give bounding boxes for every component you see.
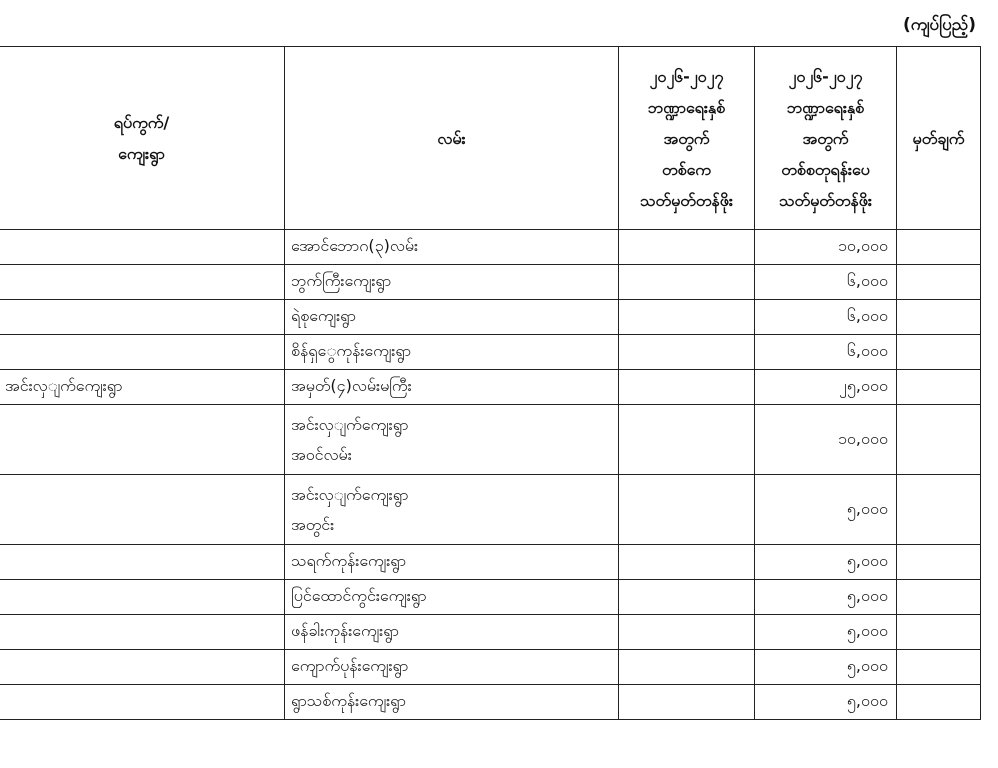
cell-road: အောင်ဘောဂ(၃)လမ်း: [285, 230, 619, 265]
cell-remark: [897, 615, 981, 650]
header-line: သတ်မှတ်တန်ဖိုး: [640, 190, 733, 210]
header-line: အတွက်: [802, 128, 849, 148]
cell-area: [0, 475, 285, 545]
cell-road: ကျောက်ပုန်းကျေးရွာ: [285, 650, 619, 685]
header-line: အတွက်: [663, 128, 710, 148]
cell-area: [0, 300, 285, 335]
cell-road: [285, 475, 619, 545]
cell-per-sqft: ၅,၀၀၀: [755, 650, 897, 685]
currency-unit-label: (ကျပ်ပြည့်): [902, 15, 976, 35]
cell-remark: [897, 475, 981, 545]
cell-area: [0, 405, 285, 475]
cell-per-sqft: ၅,၀၀၀: [755, 685, 897, 720]
cell-per-sqft: ၂၅,၀၀၀: [755, 370, 897, 405]
cell-per-acre: [619, 335, 755, 370]
cell-per-sqft: ၆,၀၀၀: [755, 265, 897, 300]
header-line: ၂၀၂၆-၂၀၂၇: [788, 66, 863, 86]
header-line: ဘဏ္ဍာရေးနှစ်: [647, 97, 726, 117]
cell-per-acre: [619, 370, 755, 405]
cell-per-acre: [619, 580, 755, 615]
cell-area: [0, 230, 285, 265]
cell-road: [285, 405, 619, 475]
table-row: [0, 230, 981, 265]
cell-area: [0, 650, 285, 685]
cell-per-acre: [619, 230, 755, 265]
cell-area: [0, 545, 285, 580]
cell-road-line: အင်းလှျက်ကျေးရွာ: [291, 484, 409, 504]
cell-per-sqft: ၅,၀၀၀: [755, 615, 897, 650]
cell-per-acre: [619, 685, 755, 720]
table-row: [0, 580, 981, 615]
cell-road: ရဲစုကျေးရွာ: [285, 300, 619, 335]
table-row: [0, 300, 981, 335]
table-row: [0, 370, 981, 405]
cell-road-line: အတွင်း: [291, 514, 335, 534]
header-line: တစ်ကေ: [662, 159, 711, 179]
header-line: ဘဏ္ဍာရေးနှစ်: [786, 97, 865, 117]
cell-per-acre: [619, 265, 755, 300]
cell-per-sqft: ၆,၀၀၀: [755, 300, 897, 335]
header-area: [0, 47, 285, 230]
cell-road: ဖန်ခါးကုန်းကျေးရွာ: [285, 615, 619, 650]
cell-per-sqft: ၆,၀၀၀: [755, 335, 897, 370]
table-row: [0, 265, 981, 300]
cell-per-acre: [619, 475, 755, 545]
cell-per-sqft: ၅,၀၀၀: [755, 545, 897, 580]
cell-area: [0, 580, 285, 615]
header-area-line: ကျေးရွာ: [118, 144, 165, 163]
cell-area: [0, 685, 285, 720]
cell-road: ဘွက်ကြီးကျေးရွာ: [285, 265, 619, 300]
table-row: [0, 475, 981, 545]
table-row: [0, 615, 981, 650]
cell-per-acre: [619, 650, 755, 685]
table-row: [0, 685, 981, 720]
table-row: [0, 335, 981, 370]
cell-remark: [897, 405, 981, 475]
header-row: [0, 47, 981, 230]
cell-per-acre: [619, 545, 755, 580]
cell-remark: [897, 335, 981, 370]
header-area-line: ရပ်ကွက်/: [113, 113, 170, 132]
header-line: တစ်စတုရန်းပေ: [781, 159, 870, 179]
cell-per-acre: [619, 405, 755, 475]
cell-remark: [897, 300, 981, 335]
cell-road-line: အင်းလှျက်ကျေးရွာ: [291, 414, 409, 434]
cell-road: ပြင်ထောင်ကွင်းကျေးရွာ: [285, 580, 619, 615]
cell-road: သရက်ကုန်းကျေးရွာ: [285, 545, 619, 580]
cell-road: အမှတ်(၄)လမ်းမကြီး: [285, 370, 619, 405]
cell-per-acre: [619, 300, 755, 335]
cell-per-sqft: ၁၀,၀၀၀: [755, 405, 897, 475]
cell-area: [0, 335, 285, 370]
cell-per-sqft: ၁၀,၀၀၀: [755, 230, 897, 265]
land-value-table: [0, 46, 981, 720]
header-line: ၂၀၂၆-၂၀၂၇: [649, 66, 724, 86]
table-row: [0, 405, 981, 475]
header-per-acre: [619, 47, 755, 230]
cell-road-line: အဝင်လမ်း: [291, 444, 352, 464]
header-remarks: မှတ်ချက်: [897, 47, 981, 230]
cell-remark: [897, 580, 981, 615]
header-road: လမ်း: [285, 47, 619, 230]
cell-remark: [897, 545, 981, 580]
cell-road: ရွာသစ်ကုန်းကျေးရွာ: [285, 685, 619, 720]
cell-remark: [897, 370, 981, 405]
cell-area: [0, 265, 285, 300]
cell-remark: [897, 265, 981, 300]
cell-per-sqft: ၅,၀၀၀: [755, 475, 897, 545]
table-row: [0, 650, 981, 685]
table-row: [0, 545, 981, 580]
cell-area: အင်းလှျက်ကျေးရွာ: [0, 370, 285, 405]
cell-area: [0, 615, 285, 650]
cell-remark: [897, 230, 981, 265]
cell-per-acre: [619, 615, 755, 650]
cell-remark: [897, 685, 981, 720]
header-line: သတ်မှတ်တန်ဖိုး: [779, 190, 872, 210]
header-per-sqft: [755, 47, 897, 230]
cell-per-sqft: ၅,၀၀၀: [755, 580, 897, 615]
cell-remark: [897, 650, 981, 685]
cell-road: စိန်ရှွေကုန်းကျေးရွာ: [285, 335, 619, 370]
